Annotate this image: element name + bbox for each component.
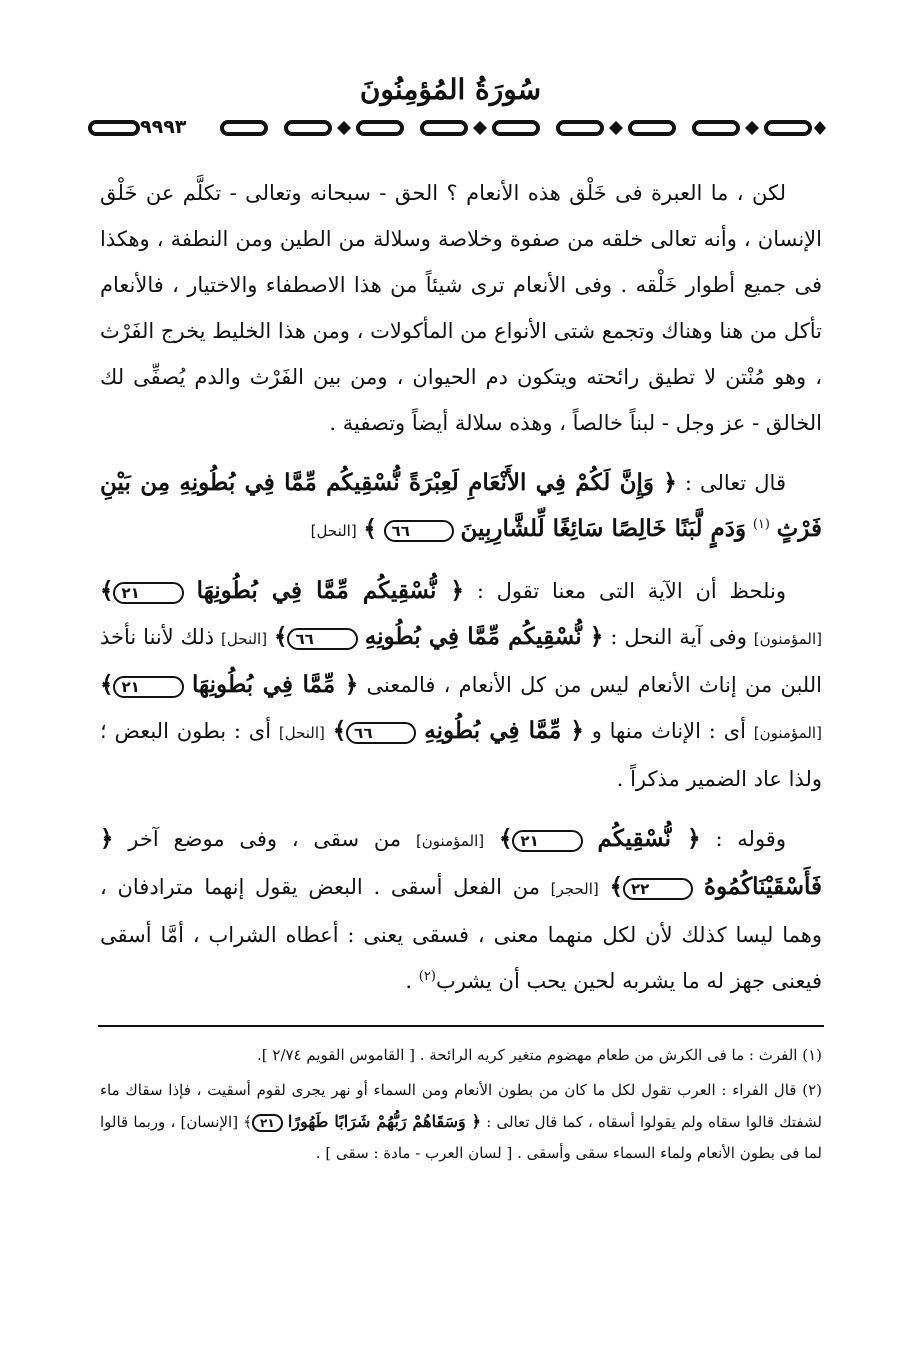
quran-verse: ﴿ وَسَقَاهُمْ رَبُّهُمْ شَرَابًا طَهُورًا: [287, 1112, 482, 1131]
main-text: [100, 170, 822, 1018]
ayah-number-badge: ٢١: [252, 1114, 283, 1132]
surah-reference: [النحل]: [221, 630, 268, 648]
ayah-number-badge: ٢١: [113, 676, 183, 698]
text-run: من سقى ، وفى موضع آخر: [128, 827, 402, 851]
ornament-chain-right: [218, 117, 826, 139]
quran-verse-end: وَدَمٍ لَّبَنًا خَالِصًا سَائِغًا لِّلشَّارِبِينَ: [460, 515, 747, 542]
ayah-number-badge: ٢١: [512, 830, 582, 852]
footnote-2: (٢) قال الفراء : العرب تقول لكل ما كان من بطون الأنعام ومن السماء أو نهر يجرى لقوم أسقيت ، فإذا سقاك ماء لشفتك قالوا سقاه ولم يقولوا أسقاه ، كما قال تعالى : ﴿ وَسَقَاهُمْ رَبُّهُمْ شَرَابًا طَهُورًا ٢١﴾ [الإنسان] ، وربما قالوا لما فى بطون الأنعام ولماء السماء سقى وأسقى . [ لسان العرب - مادة : سقى ] .: [100, 1081, 822, 1162]
text-run: من الفعل أسقى . البعض يقول إنهما مترادفان ، وهما ليسا كذلك لأن لكل منهما معنى ، فسقى يعنى : أعطاه الشراب ، أمَّا أسقى فيعنى جهز له ما يشربه لحين يحب أن يشرب: [100, 875, 822, 993]
ayah-number-badge: ٦٦: [287, 628, 357, 650]
footnote-divider: [98, 1025, 824, 1027]
ayah-number-badge: ٢١: [113, 582, 183, 604]
ayah-number-badge: ٦٦: [384, 520, 454, 542]
text-run: وفى آية النحل :: [610, 625, 747, 649]
ayah-number-badge: ٢٢: [623, 878, 693, 900]
surah-reference: [الحجر]: [550, 880, 599, 898]
quran-verse: ﴿ مِّمَّا فِي بُطُونِهَا: [192, 671, 359, 698]
surah-title: سُورَةُ المُؤمِنُونَ: [359, 73, 542, 106]
text-run: ذلك لأننا نأخذ اللبن من إناث الأنعام ليس من كل الأنعام ، فالمعنى: [100, 625, 822, 697]
quran-verse: ﴿ نُّسْقِيكُم مِّمَّا فِي بُطُونِهَا: [196, 577, 465, 604]
text-run: وقوله :: [715, 827, 786, 851]
footnote-marker: (٢): [418, 969, 436, 984]
text-run: (٢) قال الفراء : العرب تقول لكل ما كان من بطون الأنعام ومن السماء أو نهر يجرى لقوم أسقيت ، فإذا سقاك ماء لشفتك قالوا سقاه ولم يقولوا أسقاه ، كما قال تعالى :: [100, 1081, 822, 1131]
text-run: [الإنسان] ، وربما قالوا لما فى بطون الأنعام ولماء السماء سقى وأسقى . [ لسان العرب - مادة : سقى ] .: [100, 1113, 822, 1162]
surah-reference: [المؤمنون]: [753, 724, 822, 742]
quran-verse: ﴿ فَأَسْقَيْنَاكُمُوهُ: [100, 825, 822, 900]
verse-close-bracket: ﴾: [363, 515, 377, 542]
text-run: ونلحظ أن الآية التى معنا تقول :: [476, 579, 786, 603]
text-run: أى : الإناث منها و: [591, 719, 746, 743]
footnote-marker: (١): [752, 517, 770, 532]
quran-verse: ﴿ نُّسْقِيكُم مِّمَّا فِي بُطُونِهِ: [364, 623, 604, 650]
quran-verse: ﴿ نُّسْقِيكُم: [597, 825, 701, 852]
quran-verse: ﴿ مِّمَّا فِي بُطُونِهِ: [424, 717, 584, 744]
surah-reference: [النحل]: [278, 724, 325, 742]
paragraph-1: لكن ، ما العبرة فى خَلْق هذه الأنعام ؟ الحق - سبحانه وتعالى - تكلَّم عن خَلْق الإنسان ، وأنه تعالى خلقه من صفوة وخلاصة وسلالة من الطين ومن النطفة ، وهكذا فى جميع أطوار خَلْقه . وفى الأنعام ترى شيئاً من هذا الاصطفاء والاختيار ، فالأنعام تأكل من هنا وهناك وتجمع شتى الأنواع من المأكولات ، ومن هذا الخليط يخرج الفَرْث ، وهو مُنْتن لا تطيق رائحته ويتكون دم الحيوان ، ومن بين الفَرْث والدم يُصفِّى لك الخالق - عز وجل - لبناً خالصاً ، وهذه سلالة أيضاً وتصفية .: [100, 181, 822, 435]
quran-verse: ﴿ وَإِنَّ لَكُمْ فِي الأَنْعَامِ لَعِبْرَةً نُّسْقِيكُم مِّمَّا فِي بُطُونِهِ مِن بَيْنِ فَرْثٍ: [100, 469, 822, 542]
ornament-chain-left: [88, 117, 142, 139]
page-number: ٩٩٩٣: [140, 116, 187, 138]
surah-reference: [النحل]: [310, 522, 357, 540]
ayah-number-badge: ٦٦: [346, 722, 416, 744]
footnotes: [100, 1040, 822, 1173]
footnote-1: (١) الفرث : ما فى الكرش من طعام مهضوم متغير كريه الرائحة . [ القاموس القويم ٢/٧٤ ].: [257, 1046, 822, 1064]
text-run: أى : بطون البعض ؛ ولذا عاد الضمير مذكراً .: [100, 719, 822, 791]
surah-reference: [المؤمنون]: [415, 832, 485, 850]
paragraph-3: ونلحظ أن الآية التى معنا تقول : ﴿ نُّسْقِيكُم مِّمَّا فِي بُطُونِهَا ٢١﴾ [المؤمنون] وفى آية النحل : ﴿ نُّسْقِيكُم مِّمَّا فِي بُطُونِهِ ٦٦﴾ [النحل] ذلك لأننا نأخذ اللبن من إناث الأنعام ليس من كل الأنعام ، فالمعنى ﴿ مِّمَّا فِي بُطُونِهَا ٢١﴾ [المؤمنون] أى : الإناث منها و ﴿ مِّمَّا فِي بُطُونِهِ ٦٦﴾ [النحل] أى : بطون البعض ؛ ولذا عاد الضمير مذكراً .: [100, 577, 822, 791]
surah-reference: [المؤمنون]: [753, 630, 822, 648]
paragraph-2: [100, 460, 822, 554]
text-run: قال تعالى :: [684, 471, 786, 495]
text-run: .: [405, 969, 413, 993]
paragraph-4: وقوله : ﴿ نُّسْقِيكُم ٢١﴾ [المؤمنون] من سقى ، وفى موضع آخر ﴿ فَأَسْقَيْنَاكُمُوهُ ٢٢﴾ [الحجر] من الفعل أسقى . البعض يقول إنهما مترادفان ، وهما ليسا كذلك لأن لكل منهما معنى ، فسقى يعنى : أعطاه الشراب ، أمَّا أسقى فيعنى جهز له ما يشربه لحين يحب أن يشرب$^{(٢)}$ .: [100, 825, 822, 993]
